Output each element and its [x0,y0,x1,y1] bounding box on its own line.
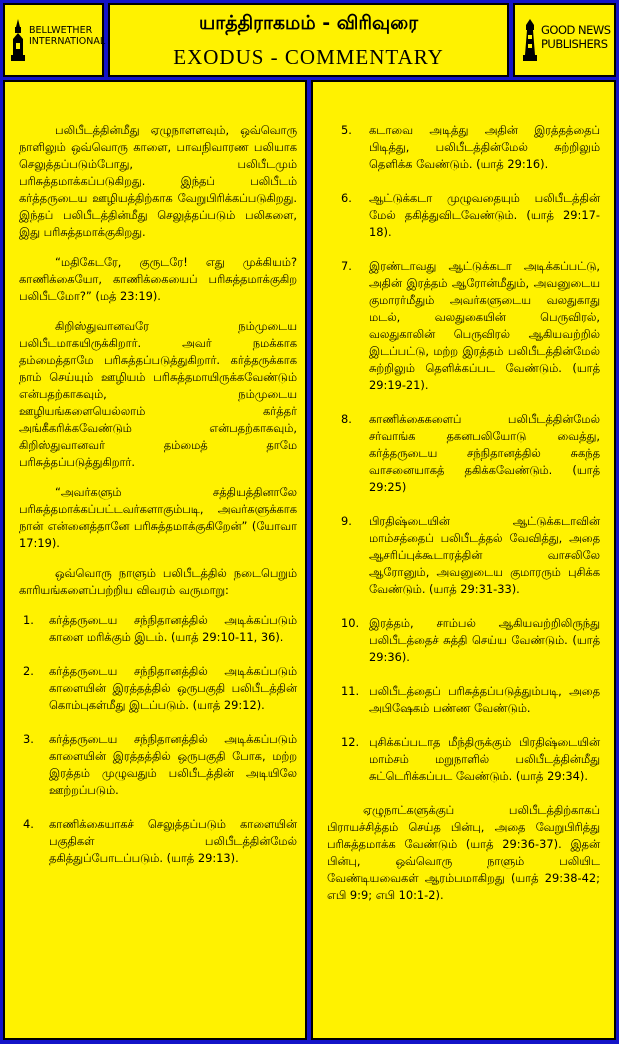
list-item-text: ஆட்டுக்கடா முழுவதையும் பலிபீடத்தின் மேல் தகித்துவிடவேண்டும். (யாத் 29:17-18). [369,191,600,239]
bellwether-logo [3,3,104,77]
paragraph-christ-altar: கிறிஸ்துவானவரே நம்முடைய பலிபீடமாகயிருக்கிறார். அவர் நமக்காக தம்மைத்தாமே பரிசுத்தப்படுத்துகிறார். கர்த்தருக்காக நாம் செய்யும் ஊழியம் பரிசுத்தமாயிருக்கவேண்டும் என்பதற்காகவும், நம்முடைய ஊழியங்களையெல்லாம் கர்த்தர் அங்கீகரிக்கவேண்டும் என்பதற்காகவும், கிறிஸ்துவானவர் தம்மைத் தாமே பரிசுத்தப்படுத்துகிறார். [19,319,297,469]
list-item-text: இரண்டாவது ஆட்டுக்கடா அடிக்கப்பட்டு, அதின் இரத்தம் ஆரோன்மீதும், அவனுடைய குமாரர்மீதும் அவர்களுடைய வலதுகாது மடல், வலதுகையின் பெருவிரல், வலதுகாலின் பெருவிரல் ஆகியவற்றில் இடப்பட்டு, மற்ற இரத்தம் பலிபீடத்தின்மேல் சுற்றிலும் தெளிக்கப்பட வேண்டும். (யாத் 29:19-21). [369,259,600,392]
list-item-text: கடாவை அடித்து அதின் இரத்தத்தைப் பிடித்து, பலிபீடத்தின்மேல் சுற்றிலும் தெளிக்க வேண்டும். (யாத் 29:16). [369,123,600,171]
list-item-text: இரத்தம், சாம்பல் ஆகியவற்றிலிருந்து பலிபீடத்தைச் சுத்தி செய்ய வேண்டும். (யாத் 29:36). [369,616,600,664]
list-item [327,734,600,785]
list-item-text: காணிக்கையாகச் செலுத்தப்படும் காளையின் பகுதிகள் பலிபீடத்தின்மேல் தகித்துப்போடப்படும். (யாத் 29:13). [49,817,297,865]
bell-tower-icon [11,19,25,61]
list-item-number: 8. [341,412,352,426]
page-title-banner [108,3,509,77]
left-column [3,80,307,1040]
list-item [19,612,297,646]
list-item-text: பிரதிஷ்டையின் ஆட்டுக்கடாவின் மாம்சத்தைப் பலிபீடத்தல் வேவித்து, அதை ஆசரிப்புக்கூடாரத்தின் வாசலிலே ஆரோனும், அவனுடைய குமாரரும் புசிக்க வேண்டும். (யாத் 29:31-33). [369,514,600,596]
list-item [327,683,600,717]
list-item [327,122,600,173]
list-item-number: 6. [341,191,352,205]
paragraph-daily-intro: ஒவ்வொரு நாளும் பலிபீடத்தில் நடைபெறும் காரியங்களைப்பற்றிய விவரம் வருமாறு: [19,566,297,597]
list-item-text: கர்த்தருடைய சந்நிதானத்தில் அடிக்கப்படும் காளையின் இரத்தத்தில் ஒருபகுதி போக, மற்ற இரத்தம் முழுவதும் பலிபீடத்தின் அடியிலே ஊற்றப்படும். [49,732,297,797]
paragraph-seven-days: ஏழுநாட்களுக்குப் பலிபீடத்திற்காகப் பிராயச்சித்தம் செய்த பின்பு, அதை வேறுபிரித்து பரிசுத்தமாக்க வேண்டும் (யாத் 29:36-37). இதன் பின்பு, ஒவ்வொரு நாளும் பலியிட வேண்டியவைகள் ஆரம்பமாகிறது (யாத் 29:38-42; எபி 9:9; எபி 10:1-2). [327,803,600,902]
list-item [19,731,297,799]
list-item-number: 11. [341,684,360,698]
list-item [327,513,600,598]
list-item [327,615,600,666]
list-item [327,411,600,496]
list-item [19,663,297,714]
list-item-number: 2. [23,664,34,678]
lighthouse-icon [523,19,537,61]
list-item-number: 4. [23,817,34,831]
right-column [311,80,616,1040]
title-english: EXODUS - COMMENTARY [173,45,444,69]
list-item-text: கர்த்தருடைய சந்நிதானத்தில் அடிக்கப்படும் காளையின் இரத்தத்தில் ஒருபகுதி பலிபீடத்தின் கொம்புகள்மீது இடப்படும். (யாத் 29:12). [49,664,297,712]
list-item [19,816,297,867]
list-item [327,258,600,394]
list-item-number: 1. [23,613,34,627]
list-item [327,190,600,241]
bellwether-logo-text: BELLWETHER INTERNATIONAL [29,25,106,47]
paragraph-john-quote: “அவர்களும் சத்தியத்தினாலே பரிசுத்தமாக்கப்பட்டவர்களாகும்படி, அவர்களுக்காக நான் என்னைத்தானே பரிசுத்தமாக்குகிறேன்” (யோவா 17:19). [19,485,297,550]
title-tamil: யாத்திராகமம் - விரிவுரை [198,12,419,34]
list-item-text: கர்த்தருடைய சந்நிதானத்தில் அடிக்கப்படும் காளை மரிக்கும் இடம். (யாத் 29:10-11, 36). [49,613,297,644]
paragraph-matthew-quote: “மதிகேடரே, குருடரே! எது முக்கியம்? காணிக்கையோ, காணிக்கையைப் பரிசுத்தமாக்குகிற பலிபீடமோ?” (மத் 23:19). [19,255,297,303]
list-item-number: 10. [341,616,360,630]
list-item-text: காணிக்கைகளைப் பலிபீடத்தின்மேல் சர்வாங்க தகனபலியோடு வைத்து, கர்த்தருடைய சந்நிதானத்தில் சுகந்த வாசனையாகத் தகிக்கவேண்டும். (யாத் 29:25) [369,412,600,494]
list-item-number: 12. [341,735,360,749]
list-item-number: 3. [23,732,34,746]
list-item-number: 5. [341,123,352,137]
list-item-text: புசிக்கப்படாத மீந்திருக்கும் பிரதிஷ்டையின் மாம்சம் மறுநாளில் பலிபீடத்தின்மீது சுட்டெரிக்கப்பட வேண்டும். (யாத் 29:34). [369,735,600,783]
good-news-logo-text: GOOD NEWS PUBLISHERS [541,23,611,51]
good-news-logo [513,3,616,77]
list-item-number: 9. [341,514,352,528]
list-item-number: 7. [341,259,352,273]
list-item-text: பலிபீடத்தைப் பரிசுத்தப்படுத்தும்படி, அதை அபிஷேகம் பண்ண வேண்டும். [369,684,600,715]
paragraph-altar-sanctified: பலிபீடத்தின்மீது ஏழுநாளளவும், ஒவ்வொரு நாளிலும் ஒவ்வொரு காளை, பாவநிவாரண பலியாக செலுத்தப்படும்போது, பலிபீடமும் பரிசுத்தமாக்கப்படுகிறது. இந்தப் பலிபீடம் கர்த்தருடைய ஊழியத்திற்காக வேறுபிரிக்கப்படுகிறது. இந்தப் பலிபீடத்தின்மீது செலுத்தப்படும் பலிகளை, இது பரிசுத்தமாக்குகிறது. [19,123,297,239]
